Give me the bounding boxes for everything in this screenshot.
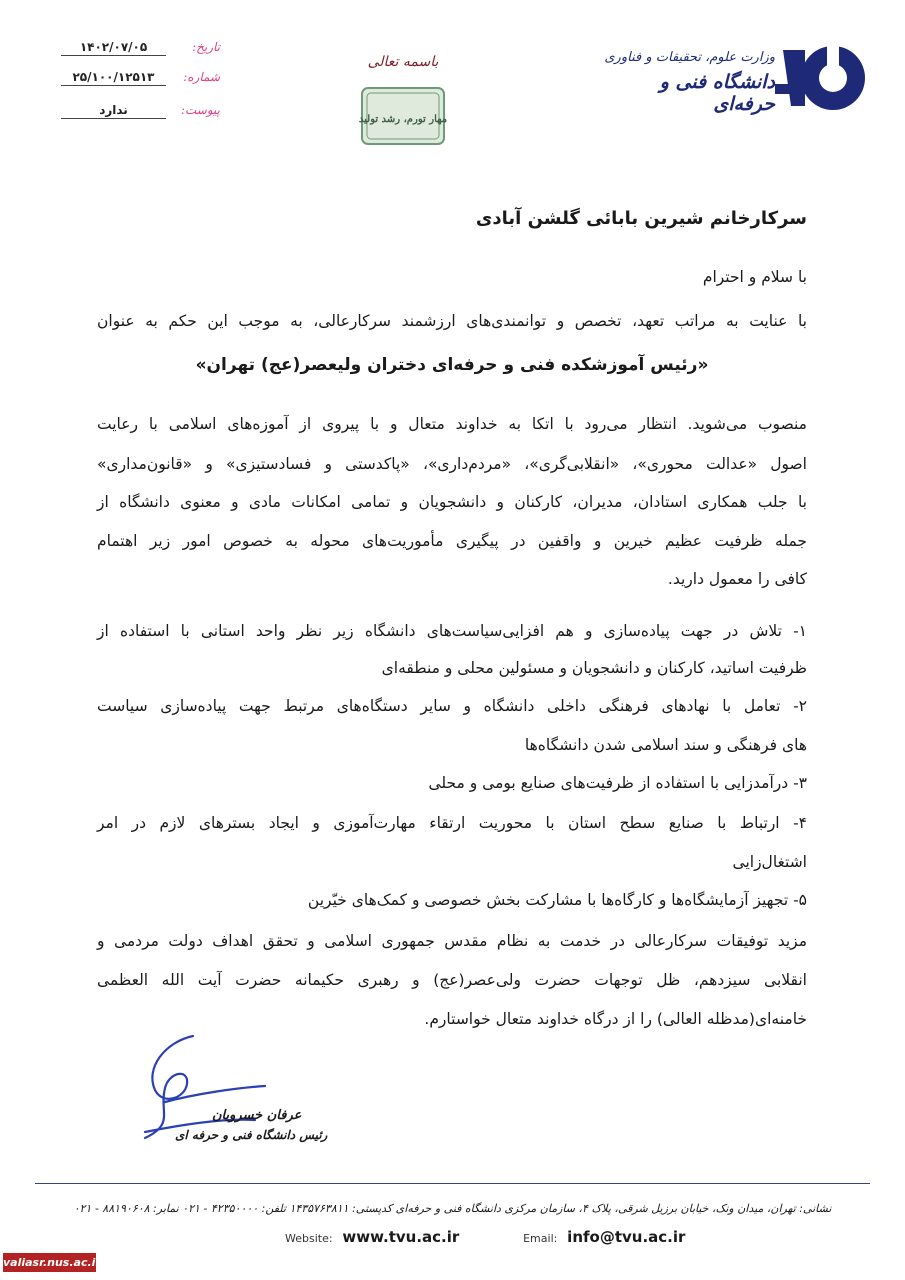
duty-item-3: ۳- درآمدزایی با استفاده از ظرفیت‌های صنایع بومی و محلی — [428, 774, 807, 792]
intro-line: با عنایت به مراتب تعهد، تخصص و توانمندی‌های ارزشمند سرکارعالی، به موجب این حکم به عنوان — [97, 312, 807, 330]
seal-emblem — [358, 40, 448, 152]
source-badge[interactable]: valiasr.nus.ac.ir — [3, 1253, 96, 1272]
signer-name: عرفان خسرویان — [212, 1108, 302, 1123]
body-line: منصوب می‌شوید. انتظار می‌رود با اتکا به خداوند متعال و با پیروی از آموزه‌های اسلامی با رعایت — [97, 415, 807, 433]
footer-divider — [35, 1183, 870, 1184]
ministry-heading — [595, 50, 775, 115]
recipient-name: سرکارخانم شیرین بابائی گلشن آبادی — [475, 208, 807, 229]
email-label: Email: — [523, 1232, 558, 1245]
email-link[interactable]: info@tvu.ac.ir — [567, 1228, 686, 1246]
seal-top-text: باسمه تعالی — [367, 54, 439, 70]
duty-item-4: ۴- ارتباط با صنایع سطح استان با محوریت ارتقاء مهارت‌آموزی و ایجاد بسترهای لازم در امر — [97, 814, 807, 832]
position-title: «رئیس آموزشکده فنی و حرفه‌ای دختران ولیعصر(عج) تهران» — [195, 355, 709, 375]
body-line: با جلب همکاری استادان، مدیران، کارکنان و دانشجویان و تمامی امکانات مادی و معنوی دانشگاه از — [97, 493, 807, 511]
date-row — [55, 40, 220, 58]
duty-item-5: ۵- تجهیز آزمایشگاه‌ها و کارگاه‌ها با مشارکت بخش خصوصی و کمک‌های خیّرین — [307, 891, 807, 909]
salutation: با سلام و احترام — [702, 268, 807, 286]
body-line: اصول «عدالت محوری»، «انقلابی‌گری»، «مردم‌داری»، «پاکدستی و فسادستیزی» و «قانون‌مداری» — [97, 455, 807, 473]
attachment-row — [55, 103, 220, 121]
ministry-name: وزارت علوم، تحقیقات و فناوری — [604, 50, 775, 65]
closing-line: انقلابی سیزدهم، ظل توجهات حضرت ولی‌عصر(عج) و رهبری حکیمانه حضرت آیت الله العظمی — [97, 971, 807, 989]
attachment-value: ندارد — [61, 103, 166, 119]
seal-motto: مهار تورم، رشد تولید — [358, 114, 448, 125]
number-row — [55, 70, 220, 88]
duty-item-1-cont: ظرفیت اساتید، کارکنان و دانشجویان و مسئولین محلی و منطقه‌ای — [381, 659, 807, 677]
number-label: شماره: — [183, 70, 220, 84]
footer-contact — [285, 1228, 685, 1246]
date-label: تاریخ: — [192, 40, 220, 54]
duty-item-2-cont: های فرهنگی و سند اسلامی شدن دانشگاه‌ها — [524, 736, 807, 754]
website-label: Website: — [285, 1232, 333, 1245]
duty-item-4-cont: اشتغال‌زایی — [732, 853, 807, 871]
university-name: دانشگاه فنی و حرفه‌ای — [659, 71, 775, 115]
footer-address: نشانی: تهران، میدان ونک، خیابان برزیل شرقی، پلاک ۴، سازمان مرکزی دانشگاه فنی و حرفه‌ای کدپستی: ۱۴۳۵۷۶۳۸۱۱ تلفن: ۴۲۳۵۰۰۰۰ - ۰۲۱ نمابر: ۸۸۱۹۰۶۰۸ - ۰۲۱ — [73, 1202, 832, 1215]
duty-item-2: ۲- تعامل با نهادهای فرهنگی داخلی دانشگاه و سایر دستگاه‌های مرتبط جهت پیاده‌سازی سیاست — [97, 697, 807, 715]
signer-title: رئیس دانشگاه فنی و حرفه ای — [175, 1128, 328, 1142]
number-value: ۲۵/۱۰۰/۱۲۵۱۳ — [61, 70, 166, 86]
website-link[interactable]: www.tvu.ac.ir — [342, 1228, 460, 1246]
date-value: ۱۴۰۲/۰۷/۰۵ — [61, 40, 166, 56]
closing-line: خامنه‌ای(مدظله العالی) را از درگاه خداوند متعال خواستارم. — [424, 1010, 807, 1028]
duty-item-1: ۱- تلاش در جهت پیاده‌سازی و هم افزایی‌سیاست‌های دانشگاه زیر نظر واحد استانی با استفاده از — [97, 622, 807, 640]
attachment-label: پیوست: — [180, 103, 220, 117]
university-logo-icon — [775, 40, 867, 116]
closing-line: مزید توفیقات سرکارعالی در خدمت به نظام مقدس جمهوری اسلامی و تحقق اهداف دولت مردمی و — [97, 932, 807, 950]
body-line: جمله ظرفیت عظیم خیرین و واقفین در پیگیری مأموریت‌های محوله به خصوص امور زیر اهتمام — [97, 532, 807, 550]
body-line: کافی را معمول دارید. — [667, 570, 807, 588]
